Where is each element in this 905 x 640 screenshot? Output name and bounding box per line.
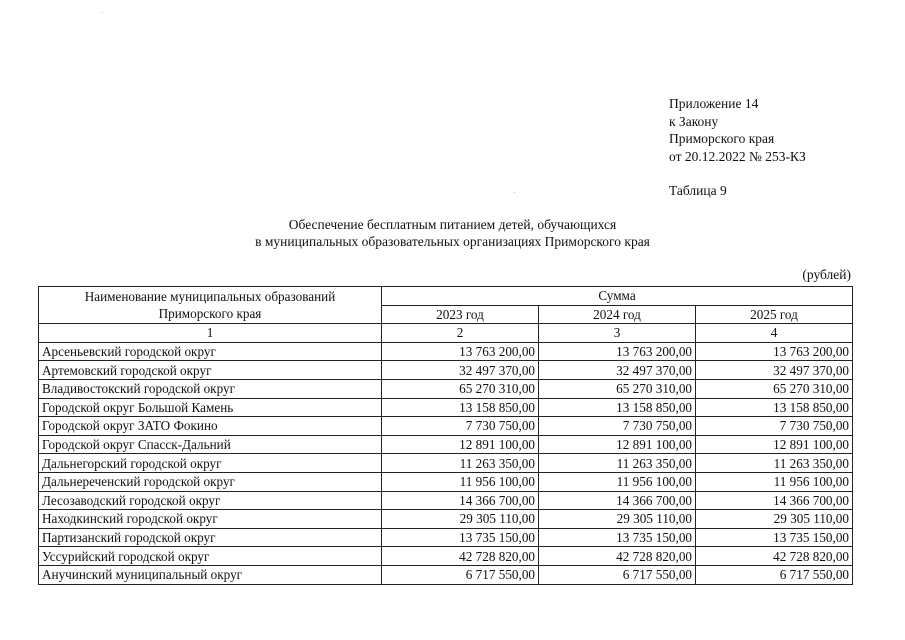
amount-cell: 14 366 700,00 xyxy=(539,491,696,510)
column-number: 1 xyxy=(39,324,382,343)
municipality-name: Арсеньевский городской округ xyxy=(39,342,382,361)
header-year: 2024 год xyxy=(539,305,696,324)
amount-cell: 42 728 820,00 xyxy=(696,547,853,566)
budget-table xyxy=(38,286,853,585)
appendix-line: от 20.12.2022 № 253-КЗ xyxy=(669,148,806,164)
amount-cell: 13 763 200,00 xyxy=(539,342,696,361)
municipality-name: Артемовский городской округ xyxy=(39,361,382,380)
amount-cell: 42 728 820,00 xyxy=(382,547,539,566)
amount-cell: 29 305 110,00 xyxy=(539,510,696,529)
table-row xyxy=(39,435,853,454)
appendix-line: Приморского края xyxy=(669,131,775,146)
table-row xyxy=(39,379,853,398)
table-row xyxy=(39,342,853,361)
amount-cell: 11 263 350,00 xyxy=(696,454,853,473)
amount-cell: 65 270 310,00 xyxy=(696,379,853,398)
municipality-name: Владивостокский городской округ xyxy=(39,379,382,398)
amount-cell: 14 366 700,00 xyxy=(696,491,853,510)
units-label: (рублей) xyxy=(802,267,851,282)
municipality-name: Партизанский городской округ xyxy=(39,528,382,547)
table-row xyxy=(39,547,853,566)
column-number: 4 xyxy=(696,324,853,343)
amount-cell: 65 270 310,00 xyxy=(539,379,696,398)
scan-speck xyxy=(514,192,515,193)
amount-cell: 32 497 370,00 xyxy=(696,361,853,380)
appendix-line: Приложение 14 xyxy=(669,96,759,111)
appendix-line: к Закону xyxy=(669,113,719,129)
amount-cell: 11 956 100,00 xyxy=(539,472,696,491)
title-line: Обеспечение бесплатным питанием детей, обучающихся xyxy=(288,217,617,232)
table-row xyxy=(39,472,853,491)
municipality-name: Дальнегорский городской округ xyxy=(39,454,382,473)
municipality-name: Лесозаводский городской округ xyxy=(39,491,382,510)
municipality-name: Дальнереченский городской округ xyxy=(39,472,382,491)
title-line: в муниципальных образовательных организациях Приморского края xyxy=(255,234,650,249)
header-municipality xyxy=(39,287,382,324)
amount-cell: 11 956 100,00 xyxy=(382,472,539,491)
amount-cell: 13 158 850,00 xyxy=(539,398,696,417)
table-row xyxy=(39,454,853,473)
amount-cell: 6 717 550,00 xyxy=(539,565,696,584)
amount-cell: 13 735 150,00 xyxy=(696,528,853,547)
column-number: 2 xyxy=(382,324,539,343)
municipality-name: Городской округ ЗАТО Фокино xyxy=(39,417,382,436)
column-number: 3 xyxy=(539,324,696,343)
amount-cell: 12 891 100,00 xyxy=(696,435,853,454)
amount-cell: 29 305 110,00 xyxy=(696,510,853,529)
municipality-name: Анучинский муниципальный округ xyxy=(39,565,382,584)
municipality-name: Городской округ Большой Камень xyxy=(39,398,382,417)
table-number: Таблица 9 xyxy=(669,183,727,198)
table-row xyxy=(39,417,853,436)
amount-cell: 32 497 370,00 xyxy=(382,361,539,380)
amount-cell: 7 730 750,00 xyxy=(696,417,853,436)
scan-speck xyxy=(102,12,103,13)
amount-cell: 13 158 850,00 xyxy=(696,398,853,417)
amount-cell: 11 263 350,00 xyxy=(539,454,696,473)
header-municipality-text: Наименование муниципальных образований Приморского края xyxy=(84,289,336,322)
amount-cell: 6 717 550,00 xyxy=(696,565,853,584)
amount-cell: 14 366 700,00 xyxy=(382,491,539,510)
municipality-name: Уссурийский городской округ xyxy=(39,547,382,566)
header-year: 2023 год xyxy=(382,305,539,324)
amount-cell: 7 730 750,00 xyxy=(382,417,539,436)
table-row xyxy=(39,528,853,547)
amount-cell: 13 763 200,00 xyxy=(696,342,853,361)
table-body xyxy=(39,342,853,584)
header-year: 2025 год xyxy=(696,305,853,324)
table-row xyxy=(39,510,853,529)
document-title xyxy=(0,216,905,250)
table-row xyxy=(39,491,853,510)
amount-cell: 29 305 110,00 xyxy=(382,510,539,529)
table-row xyxy=(39,565,853,584)
amount-cell: 13 735 150,00 xyxy=(382,528,539,547)
amount-cell: 42 728 820,00 xyxy=(539,547,696,566)
amount-cell: 32 497 370,00 xyxy=(539,361,696,380)
amount-cell: 13 735 150,00 xyxy=(539,528,696,547)
amount-cell: 11 263 350,00 xyxy=(382,454,539,473)
amount-cell: 12 891 100,00 xyxy=(382,435,539,454)
amount-cell: 65 270 310,00 xyxy=(382,379,539,398)
amount-cell: 6 717 550,00 xyxy=(382,565,539,584)
municipality-name: Городской округ Спасск-Дальний xyxy=(39,435,382,454)
amount-cell: 13 158 850,00 xyxy=(382,398,539,417)
table-row xyxy=(39,398,853,417)
header-sum: Сумма xyxy=(382,287,853,306)
municipality-name: Находкинский городской округ xyxy=(39,510,382,529)
amount-cell: 13 763 200,00 xyxy=(382,342,539,361)
amount-cell: 11 956 100,00 xyxy=(696,472,853,491)
appendix-block xyxy=(669,95,806,165)
amount-cell: 12 891 100,00 xyxy=(539,435,696,454)
amount-cell: 7 730 750,00 xyxy=(539,417,696,436)
table-row xyxy=(39,361,853,380)
